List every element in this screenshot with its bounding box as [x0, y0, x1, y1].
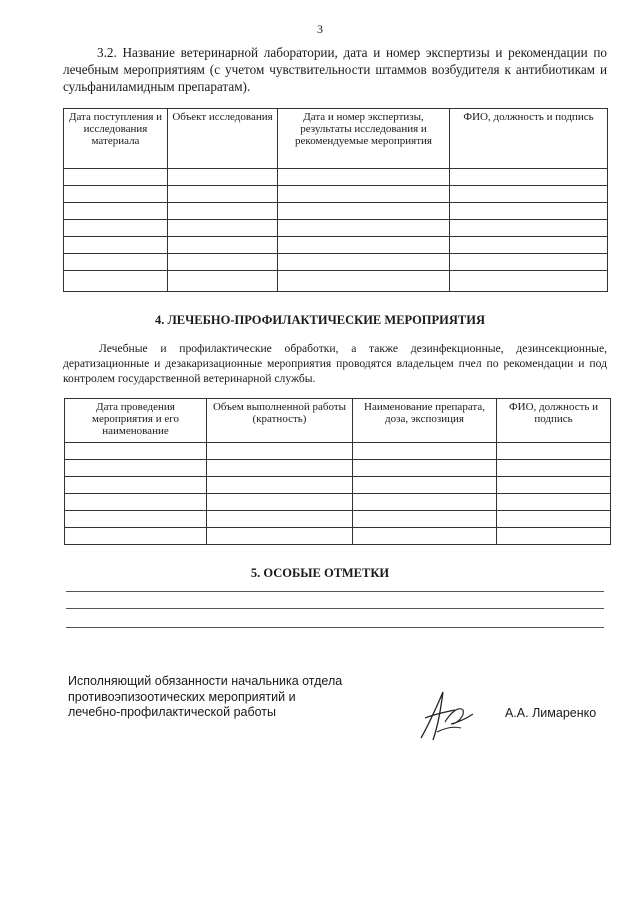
section-3-2-text: 3.2. Название ветеринарной лаборатории, дата и номер экспертизы и рекомендации по лечебным мероприятиям (с учетом чувствительности штаммов возбудителя к антибиотикам и сульфаниламидным препаратам). [63, 45, 607, 94]
signer-position [68, 674, 342, 721]
table-row [65, 511, 611, 528]
header-cell-research-object: Объект исследования [168, 109, 278, 169]
table-row [64, 271, 608, 292]
notes-line [66, 591, 604, 592]
table-row [65, 494, 611, 511]
header-cell-preparation: Наименование препарата, доза, экспозиция [353, 399, 497, 443]
signer-position-line: Исполняющий обязанности начальника отдела [68, 674, 343, 688]
table-row [64, 186, 608, 203]
header-cell-signature: ФИО, должность и подпись [450, 109, 608, 169]
table-row [64, 203, 608, 220]
section-4-text: Лечебные и профилактические обработки, а также дезинфекционные, дезинсекционные, дератизационные и дезакаризационные мероприятия проводятся владельцем пчел по рекомендации и под контролем государственной ветеринарной службы. [63, 342, 607, 385]
table-row [64, 220, 608, 237]
table-row [65, 528, 611, 545]
table-row [64, 254, 608, 271]
signer-name: А.А. Лимаренко [505, 706, 597, 720]
table-row [64, 169, 608, 186]
notes-line [66, 608, 604, 609]
section-5-heading: 5. ОСОБЫЕ ОТМЕТКИ [250, 566, 390, 580]
handwritten-signature [415, 688, 479, 746]
header-cell-event-date: Дата проведения мероприятия и его наименование [65, 399, 207, 443]
treatment-table [64, 398, 611, 545]
table-row [65, 477, 611, 494]
header-cell-receipt-date: Дата поступления и исследования материала [64, 109, 168, 169]
notes-line [66, 627, 604, 628]
table-row [65, 443, 611, 460]
header-cell-expertise: Дата и номер экспертизы, результаты исследования и рекомендуемые мероприятия [278, 109, 450, 169]
signer-position-line: противоэпизоотических мероприятий и [68, 689, 296, 704]
table-row [64, 237, 608, 254]
header-cell-work-volume: Объем выполненной работы (кратность) [207, 399, 353, 443]
signer-position-line: лечебно-профилактической работы [68, 705, 277, 719]
lab-results-table [63, 108, 608, 292]
section-4-heading: 4. ЛЕЧЕБНО-ПРОФИЛАКТИЧЕСКИЕ МЕРОПРИЯТИЯ [154, 313, 486, 327]
table-row [65, 460, 611, 477]
header-cell-signature: ФИО, должность и подпись [497, 399, 611, 443]
page-number: 3 [317, 22, 323, 36]
